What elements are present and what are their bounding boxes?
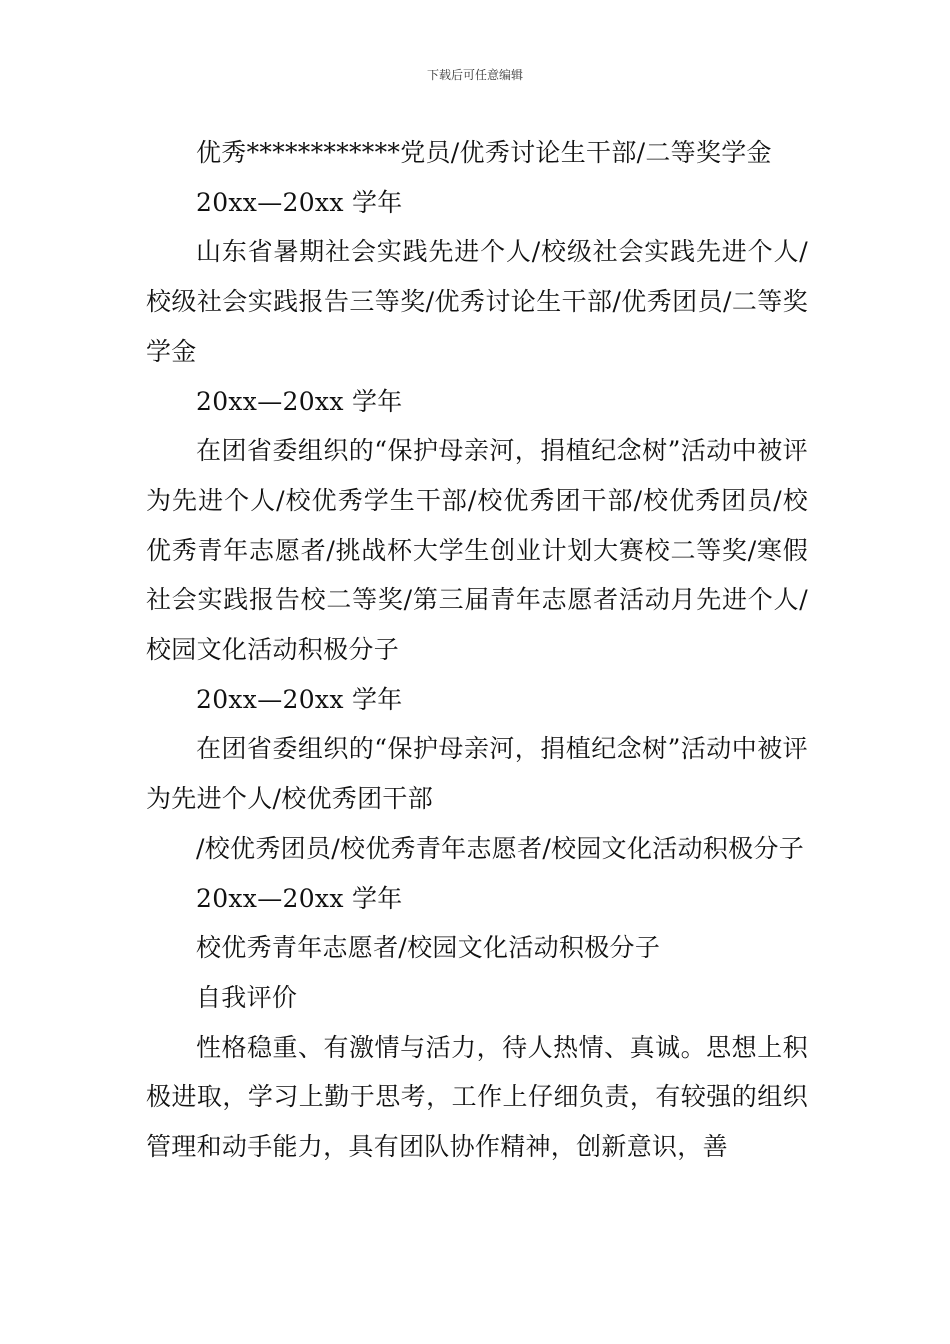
section-heading-self-evaluation: 自我评价	[196, 982, 298, 1012]
paragraph-honors-4: 在团省委组织的“保护母亲河，捐植纪念树”活动中被评为先进个人/校优秀团干部	[146, 734, 808, 814]
paragraph-self-evaluation: 性格稳重、有激情与活力，待人热情、真诚。思想上积极进取，学习上勤于思考，工作上仔细负责，有较强的组织管理和动手能力，具有团队协作精神，创新意识，善	[146, 1032, 808, 1162]
paragraph-year-4: 20xx—20xx 学年	[196, 883, 403, 913]
paragraph-honors-3: 在团省委组织的“保护母亲河，捐植纪念树”活动中被评为先进个人/校优秀学生干部/校优秀团干部/校优秀团员/校优秀青年志愿者/挑战杯大学生创业计划大赛校二等奖/寒假社会实践报告校二等奖/第三届青年志愿者活动月先进个人/校园文化活动积极分子	[146, 436, 808, 665]
paragraph-year-1: 20xx—20xx 学年	[196, 187, 403, 217]
page-header-note: 下载后可任意编辑	[426, 68, 523, 82]
paragraph-year-3: 20xx—20xx 学年	[196, 684, 403, 714]
paragraph-honors-2: 山东省暑期社会实践先进个人/校级社会实践先进个人/校级社会实践报告三等奖/优秀讨论生干部/优秀团员/二等奖学金	[146, 237, 808, 366]
paragraph-honors-4-continued: /校优秀团员/校优秀青年志愿者/校园文化活动积极分子	[196, 833, 805, 863]
paragraph-honors-1: 优秀************党员/优秀讨论生干部/二等奖学金	[196, 138, 772, 167]
document-body	[146, 128, 808, 1172]
paragraph-year-2: 20xx—20xx 学年	[196, 386, 403, 416]
paragraph-honors-5: 校优秀青年志愿者/校园文化活动积极分子	[196, 933, 661, 963]
